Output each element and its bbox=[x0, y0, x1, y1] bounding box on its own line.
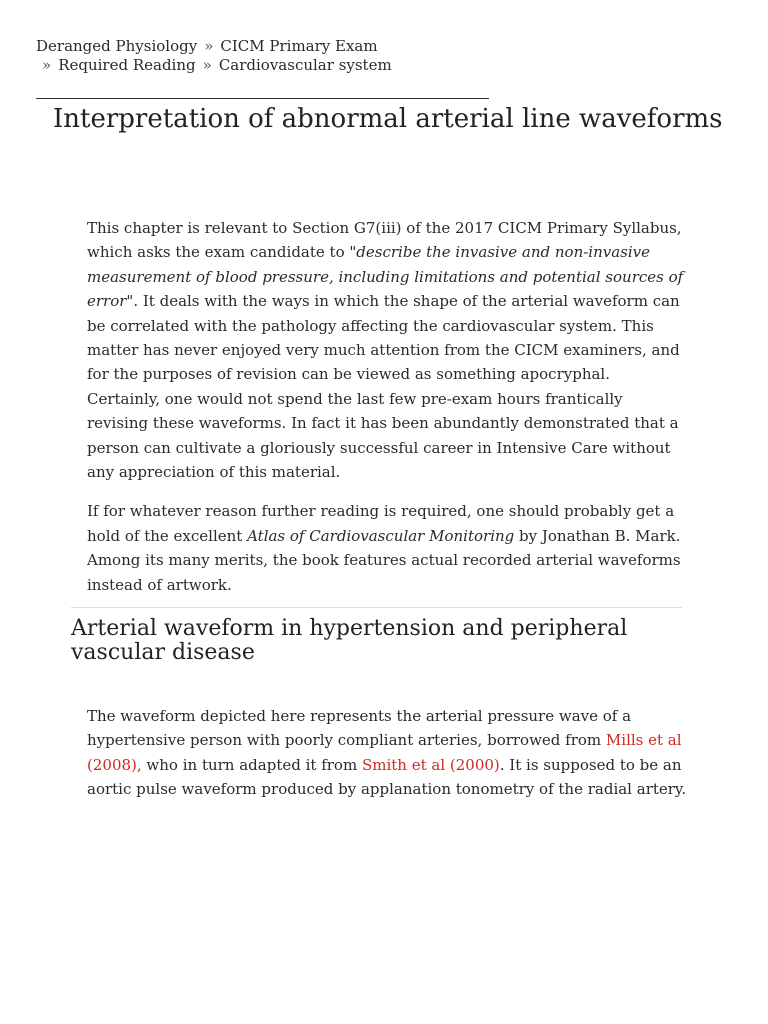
reference-link-mills-2008[interactable]: Mills et al (2008), bbox=[87, 731, 682, 774]
breadcrumb-link-cicm-primary-exam[interactable]: CICM Primary Exam bbox=[220, 37, 378, 55]
breadcrumb-separator: » bbox=[202, 56, 212, 74]
title-divider bbox=[36, 98, 489, 99]
page-title: Interpretation of abnormal arterial line waveforms bbox=[53, 104, 723, 134]
section-text: who in turn adapted it from bbox=[141, 755, 362, 774]
section-text: The waveform depicted here represents the arterial pressure wave of a hypertensive person with poorly compliant arteries, borrowed from bbox=[87, 707, 632, 750]
book-title: Atlas of Cardiovascular Monitoring bbox=[247, 526, 515, 545]
hypertension-section bbox=[87, 704, 687, 802]
intro-text: This chapter is relevant to Section G7(iii) of the 2017 CICM Primary Syllabus, which asks the exam candidate to bbox=[87, 219, 682, 262]
intro-text: . It deals with the ways in which the shape of the arterial waveform can be correlated with the pathology affecting the cardiovascular system. This matter has never enjoyed very much attention from the CICM examiners, and for the purposes of revision can be viewed as something apocryphal. Certainly, one would not spend the last few pre-exam hours frantically revising these waveforms. In fact it has been abundantly demonstrated that a person can cultivate a gloriously successful career in Intensive Care without any appreciation of this material. bbox=[87, 292, 680, 482]
intro-text: by Jonathan B. Mark. Among its many merits, the book features actual recorded arterial waveforms instead of artwork. bbox=[87, 526, 681, 594]
breadcrumb-link-required-reading[interactable]: Required Reading bbox=[58, 56, 196, 74]
section-heading-hypertension: Arterial waveform in hypertension and peripheral vascular disease bbox=[71, 616, 628, 665]
section-text: . It is supposed to be an aortic pulse waveform produced by applanation tonometry of the radial artery. bbox=[87, 755, 687, 799]
breadcrumb-separator: » bbox=[204, 37, 214, 55]
intro-paragraph-1 bbox=[87, 216, 687, 484]
breadcrumb-link-deranged-physiology[interactable]: Deranged Physiology bbox=[36, 37, 198, 55]
breadcrumb-line-1 bbox=[36, 37, 378, 55]
intro-section bbox=[87, 216, 687, 597]
hypertension-paragraph-1 bbox=[87, 704, 687, 802]
breadcrumb-line-2 bbox=[36, 56, 496, 75]
breadcrumb bbox=[36, 37, 496, 75]
syllabus-quote: "describe the invasive and non-invasive measurement of blood pressure, including limitations and potential sources of error" bbox=[87, 243, 684, 311]
section-divider bbox=[71, 607, 682, 608]
intro-paragraph-2 bbox=[87, 499, 687, 597]
reference-link-smith-2000[interactable]: Smith et al (2000) bbox=[361, 755, 500, 774]
intro-text: If for whatever reason further reading is required, one should probably get a hold of the excellent bbox=[87, 502, 675, 545]
breadcrumb-separator: » bbox=[42, 56, 52, 74]
breadcrumb-link-cardiovascular-system[interactable]: Cardiovascular system bbox=[218, 56, 392, 74]
